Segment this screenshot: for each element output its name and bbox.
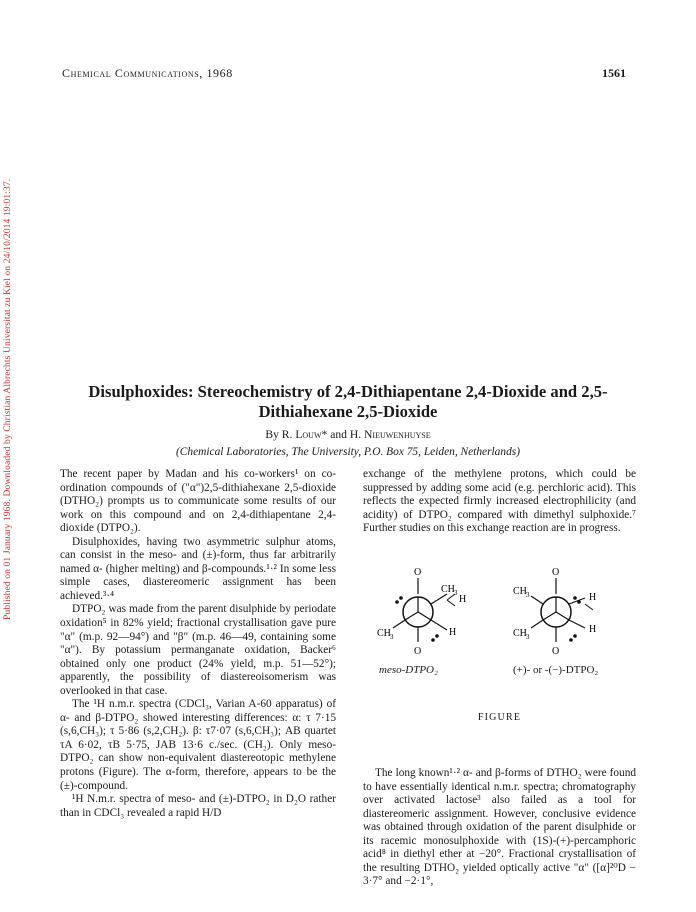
running-header xyxy=(62,66,626,81)
atom-label: H xyxy=(459,594,467,605)
atom-label: O xyxy=(414,646,422,657)
journal-name: Chemical Communications, 1968 xyxy=(62,66,233,80)
svg-text:3: 3 xyxy=(454,589,458,597)
atom-label: CH xyxy=(513,586,527,597)
atom-label: O xyxy=(552,567,560,578)
paragraph: exchange of the methylene protons, which could be suppressed by adding some acid (e.g. perchloric acid). This reflects the expected firmly increased electrophilicity (and acidity) of DTPO₂ compared with dimethyl sulphoxide.⁷ Further studies on this exchange reaction are in progress. xyxy=(363,468,636,535)
and-text: and H. xyxy=(330,428,362,441)
paragraph: The recent paper by Madan and his co-workers¹ on co-ordination compounds of ("α")2,5-dithiahexane 2,5-dioxide (DTHO₂) prompts us to communicate some results of our work on this compound and on 2,4-dithiapentane 2,4-dioxide (DTPO₂). xyxy=(60,468,336,535)
author-2: Nieuwenhuyse xyxy=(364,428,431,441)
column-left xyxy=(60,468,336,820)
figure-caption: FIGURE xyxy=(477,712,522,723)
atom-label: CH xyxy=(377,628,391,639)
atom-label: H xyxy=(449,627,457,638)
paragraph: The long known¹·² α- and β-forms of DTHO₂ were found to have essentially identical n.m.r. spectra; chromatography over activated lactose³ also failed as a tool for diastereomeric assignment. However, conclusive evidence was obtained through oxidation of the parent disulphide or its racemic monosulphoxide with (1S)-(+)-percamphoric acid⁸ in diethyl ether at −20°. Fractional crystallisation of the resulting DTHO₂ yielded optically active "α" ([α]²⁰D − 3·7° and −2·1°, xyxy=(363,767,636,888)
paragraph: The ¹H n.m.r. spectra (CDCl₃, Varian A-60 apparatus) of α- and β-DTPO₂ showed interesting differences: α: τ 7·15 (s,6,CH₃); τ 5·86 (s,2,CH₂). β: τ7·07 (s,6,CH₃); AB quartet τA 6·02, τB 5·75, JAB 13·6 c./sec. (CH₂). Only meso-DTPO₂ can show non-equivalent diastereotopic methylene protons (Figure). The α-form, therefore, appears to be the (±)-compound. xyxy=(60,698,336,792)
download-watermark xyxy=(2,60,16,620)
paragraph: ¹H N.m.r. spectra of meso- and (±)-DTPO₂ in D₂O rather than in CDCl₃ revealed a rapid H/D xyxy=(60,793,336,819)
column-right-top xyxy=(363,468,636,536)
paragraph: DTPO₂ was made from the parent disulphide by periodate oxidation⁵ in 82% yield; fractional crystallisation gave pure "α" (m.p. 92—94°) and "β" (m.p. 46—49, containing some "α"). By potassium permanganate oxidation, Backer⁶ obtained only one product (24% yield, m.p. 51—52°); apparently, the possibility of diastereoisomerism was overlooked in that case. xyxy=(60,603,336,697)
atom-label: O xyxy=(552,646,560,657)
atom-label: CH xyxy=(441,584,455,595)
atom-label: H xyxy=(589,592,597,603)
affiliation: (Chemical Laboratories, The University, P.O. Box 75, Leiden, Netherlands) xyxy=(175,446,520,458)
newman-meso xyxy=(377,567,466,657)
column-right-bottom xyxy=(363,767,636,889)
paragraph: Disulphoxides, having two asymmetric sulphur atoms, can consist in the meso- and (±)-form, thus far arbitrarily named α- (higher melting) and β-compounds.¹·² In some less simple cases, diastereomeric assignment has been achieved.³·⁴ xyxy=(60,535,336,602)
figure-newman-projections xyxy=(363,562,636,712)
newman-racemic xyxy=(513,567,596,657)
by-text: By R. xyxy=(265,428,293,441)
svg-text:3: 3 xyxy=(526,591,530,599)
atom-label: CH xyxy=(513,628,527,639)
author-1: Louw* xyxy=(295,428,328,441)
svg-text:3: 3 xyxy=(526,633,530,641)
label-racemic: (+)- or -(−)-DTPO₂ xyxy=(513,664,599,676)
article-title: Disulphoxides: Stereochemistry of 2,4-Dithiapentane 2,4-Dioxide and 2,5-Dithiahexane 2,5-Dioxide xyxy=(88,382,608,421)
author-line xyxy=(60,428,636,441)
svg-text:3: 3 xyxy=(390,633,394,641)
watermark-text: Published on 01 January 1968. Downloaded by Christian Albrechts Universitat zu Kiel on 24/10/2014 19:01:37. xyxy=(2,178,13,620)
atom-label: H xyxy=(589,624,597,635)
label-meso: meso-DTPO₂ xyxy=(379,664,438,676)
page-number: 1561 xyxy=(602,66,626,80)
atom-label: O xyxy=(414,567,422,578)
